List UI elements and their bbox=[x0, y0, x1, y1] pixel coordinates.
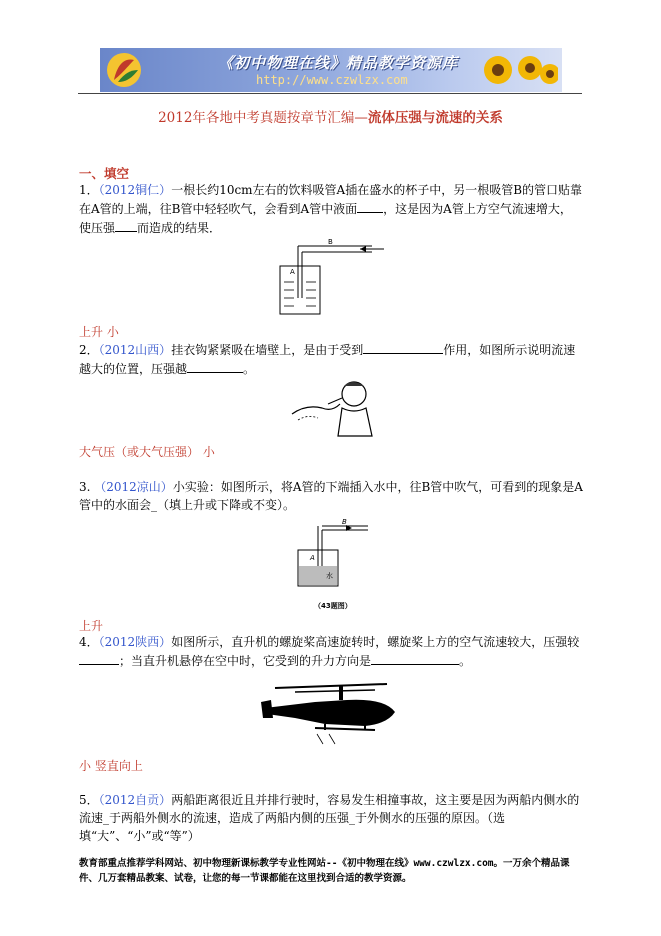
helicopter-figure bbox=[255, 678, 405, 750]
question-4: 4．（2012陕西）如图所示，直升机的螺旋桨高速旋转时，螺旋桨上方的空气流速较大，压强较；当直升机悬停在空中时，它受到的升力方向是 。 bbox=[79, 635, 580, 668]
straw-cup-figure-3 bbox=[288, 516, 378, 612]
answer-1: 上升 小 bbox=[79, 325, 119, 339]
site-logo-icon bbox=[106, 52, 142, 88]
svg-text:A: A bbox=[310, 554, 315, 562]
sunflower-icon bbox=[478, 50, 558, 90]
banner-url[interactable]: http://www.czwlzx.com bbox=[256, 73, 408, 87]
answer-2: 大气压（或大气压强） 小 bbox=[79, 445, 215, 459]
svg-text:水: 水 bbox=[326, 572, 333, 580]
svg-text:A: A bbox=[290, 268, 295, 276]
section-heading: 一、填空 bbox=[79, 166, 130, 181]
page-footer: 教育部重点推荐学科网站、初中物理新课标教学专业性网站--《初中物理在线》www.czwlzx.com。一万余个精品课件、几万套精品教案、试卷，让您的每一节课都能在这里找到合适的教学资源。 bbox=[79, 858, 570, 884]
boy-blowing-figure bbox=[288, 374, 378, 438]
svg-text:（43题图）: （43题图） bbox=[314, 602, 352, 610]
answer-3: 上升 bbox=[79, 619, 104, 633]
header-banner bbox=[100, 48, 562, 92]
question-2: 2．（2012山西）挂衣钩紧紧吸在墙壁上，是由于受到 作用，如图所示说明流速越大的位置，压强越 。 bbox=[79, 340, 583, 378]
svg-text:B: B bbox=[342, 518, 347, 526]
document-title: 2012年各地中考真题按章节汇编—流体压强与流速的关系 bbox=[158, 110, 503, 126]
answer-4: 小 竖直向上 bbox=[79, 759, 143, 773]
banner-title: 《初中物理在线》精品教学资源库 bbox=[218, 54, 459, 72]
svg-text:B: B bbox=[328, 238, 333, 246]
question-1: 1．（2012铜仁）一根长约10cm左右的饮料吸管A插在盛水的杯子中，另一根吸管B的管口贴靠在A管的上端，往B管中轻轻吹气，会看到A管中液面 ，这是因为A管上方空气流速增大，使压强 而造成的结果． bbox=[79, 183, 583, 235]
question-5: 5．（2012自贡）两船距离很近且并排行驶时，容易发生相撞事故，这主要是因为两船内侧水的流速_于两船外侧水的流速，造成了两船内侧的压强_于外侧水的压强的原因。（选填“大”、“小”或“等”） bbox=[79, 793, 580, 843]
question-3: 3. （2012凉山）小实验：如图所示，将A管的下端插入水中，往B管中吹气，可看到的现象是A管中的水面会_（填上升或下降或不变）。 bbox=[79, 480, 583, 512]
header-divider bbox=[78, 93, 582, 94]
straw-cup-figure-1 bbox=[268, 238, 386, 322]
